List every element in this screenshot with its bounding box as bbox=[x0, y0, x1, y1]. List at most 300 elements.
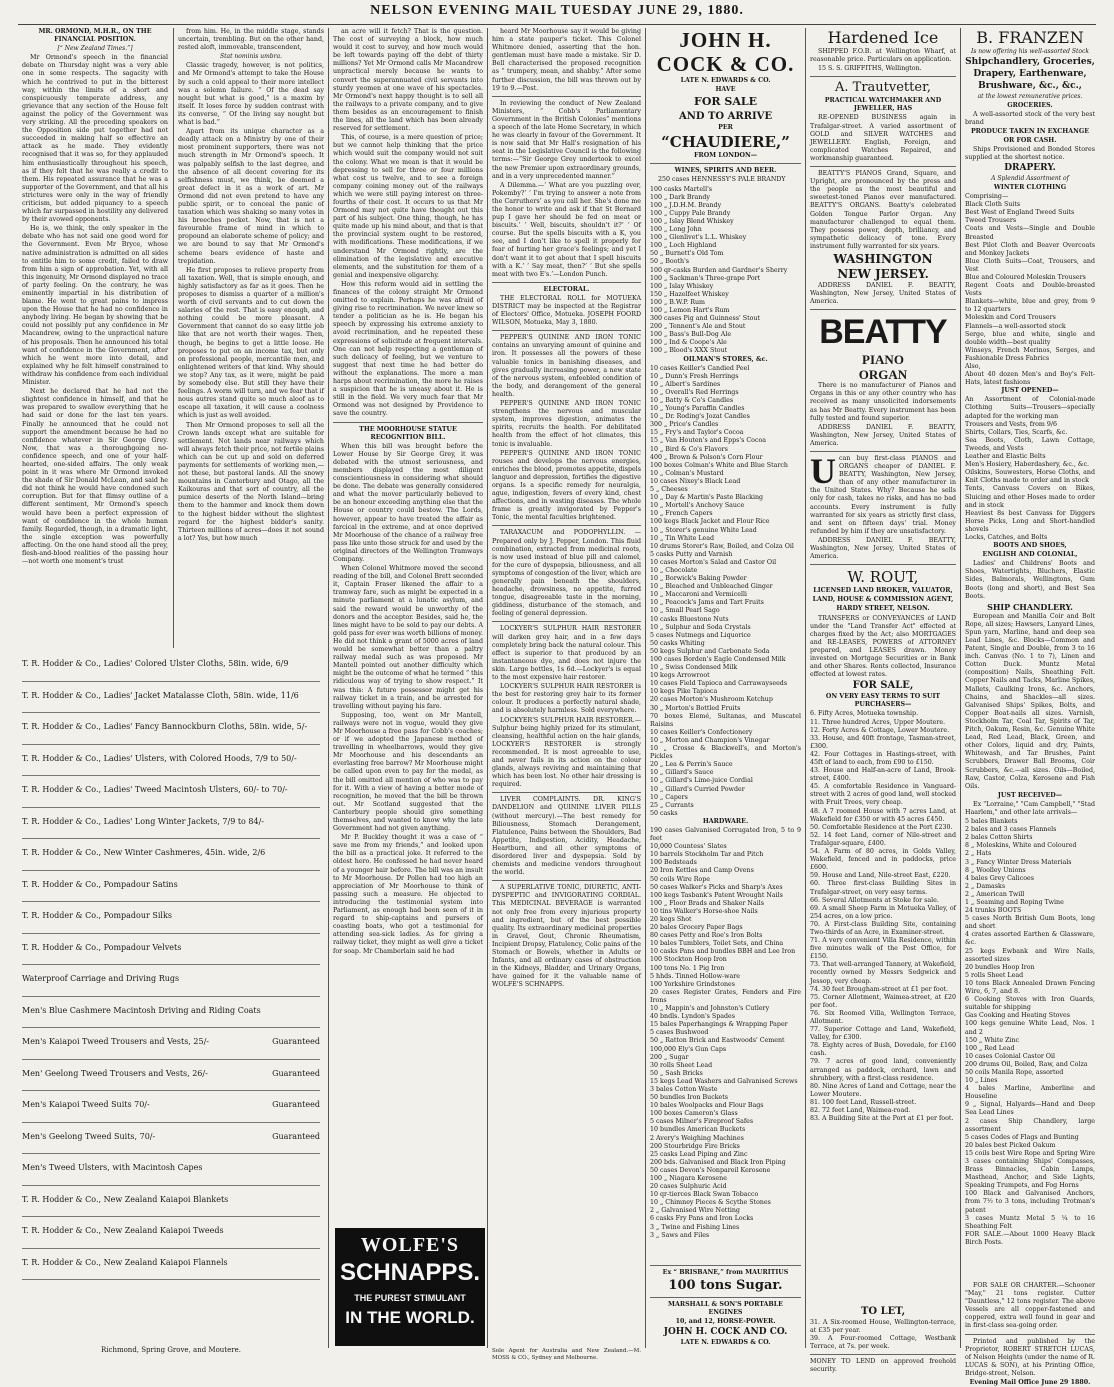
hodder-row bbox=[22, 745, 320, 777]
hodder-footer: Richmond, Spring Grove, and Moutere. bbox=[101, 1346, 241, 1354]
for-sale-heading: FOR SALE, bbox=[852, 680, 914, 692]
office-date: Evening Mail Office June 29 1880. bbox=[969, 1379, 1091, 1387]
sugar-engines-advert bbox=[650, 1262, 801, 1348]
list-item: 3 „ Fancy Winter Dress Materials bbox=[965, 858, 1072, 866]
schnapps-line: THE PUREST STIMULANT bbox=[354, 1293, 466, 1303]
list-item: 4 bales Grey Calicoes bbox=[965, 874, 1034, 882]
hodder-row bbox=[22, 934, 320, 966]
hodder-row bbox=[22, 1123, 320, 1155]
schnapps-ad-text: A SUPERLATIVE TONIC, DIURETIC, ANTI-DYSPEPTIC and INVIGORATING CORDIAL. This MEDICINAL BEVERAGE is warranted not only free from every injurious property and ingredient, but of the best possible quality. Its extraordinary medicinal properties in Gravel, Gout, Chronic Rheumatism, Incipient Dropsy, Flatulency, Colic pains of the Stomach or Bowels, whether in Adults or Infants, and all ordinary cases of obstruction in the Kidneys, Bladder, and Urinary Organs, have gained for it the valuable name of WOLFE'S SCHNAPPS. bbox=[492, 884, 641, 989]
list-item: 100 boxes Cameron's Glass bbox=[650, 1110, 738, 1118]
rout-address: HARDY STREET, NELSON. bbox=[836, 605, 930, 613]
beatty-pianos-text: BEATTY'S PIANOS Grand, Square, and Upright, are pronounced by the press and the people as the most beautiful and sweetest-toned Pianos ever manufactured. BEATTY'S ORGANS. Beatty's celebrated Golden Tongue Parlor Organ. Any manufacturer challenged to equal them. They possess power, depth, brilliancy, and sympathetic delicacy of tone. Every instrument fully warranted for six years. bbox=[810, 170, 956, 250]
hodder-item: T. R. Hodder & Co., Ladies' Tweed Macintosh Ulsters, 60/- to 70/- bbox=[22, 785, 288, 794]
ormond-article bbox=[22, 28, 168, 646]
list-item: 66. Several Allotments at Stoke for sale. bbox=[810, 896, 939, 904]
hodder-item: Men's Kaiapoi Tweed Suits 70/- bbox=[22, 1100, 150, 1109]
list-item: Regent Coats and Double-breasted Vests bbox=[965, 282, 1095, 298]
list-item: 6 casks Fry Pans and Iron Locks bbox=[650, 1215, 754, 1223]
list-item: 100 kegs Black Jacket and Flour Rice bbox=[650, 518, 770, 526]
beatty-big-word: BEATTY bbox=[819, 313, 947, 352]
list-item: 10 „ Dr. Roding's Jozat Candles bbox=[650, 413, 750, 421]
list-item: 10 bales Woolpacks and Flour Bags bbox=[650, 1102, 764, 1110]
list-item: 54. A Farm of 80 acres, in Golds Valley, Wakefield, fenced and in paddocks, price £600. bbox=[810, 848, 956, 872]
list-item: 100 „ Dark Brandy bbox=[650, 193, 710, 201]
list-item: 100 Stockton Hoop Iron bbox=[650, 956, 727, 964]
list-item: Tweed Trousers bbox=[965, 217, 1017, 225]
list-item: 400 „ Brown & Polson's Corn Flour bbox=[650, 453, 763, 461]
franzen-line: Shipchandlery, Groceries, bbox=[965, 57, 1095, 68]
ships-line: Ships Provisioned and Bonded Stores supplied at the shortest notice. bbox=[965, 145, 1095, 161]
beatty-side-words bbox=[859, 352, 907, 382]
article-title: MR. ORMOND, M.H.R., ON THE FINANCIAL POSITION. bbox=[38, 28, 152, 44]
list-item: 2 cases Ship Chandlery, large assortment bbox=[965, 1117, 1095, 1133]
list-item: 5 rolls Sheet Lead bbox=[965, 971, 1024, 979]
article-paragraph: He first proposes to relieve property from all taxation. Well, that is simple enough, and highly satisfactory as far as it goes. Then he proposes to dismiss a quarter of a million's worth of civil servants and to cut down the salaries of the rest. That is easy enough, and nothing could be more pleasant. A Government that cannot do so easy little job like that are not worth their wages. Then, though, he begins to get a little loose. He proposes to put on an income tax, but only on professional people, mercantile men, and enlightened writers of that kind. Why should we stop? Any tax, as it were, might be paid by somebody else. But still they have their feelings. A worm will turn, and we fear that if nous autres stand quite so much aloof as to escape all taxation, it will cause a coolness which is just as well avoided. bbox=[178, 266, 324, 420]
list-item: 25 „ Currants bbox=[650, 801, 694, 809]
list-item: 10 „ Borwick's Baking Powder bbox=[650, 575, 747, 583]
list-item: 100 „ Ind & Coope's Ale bbox=[650, 339, 727, 347]
divider bbox=[333, 422, 483, 423]
list-item: 10 tons Black Annealed Drawn Fencing Wire, 6, 7, and 8. bbox=[965, 979, 1095, 996]
hodder-item: T. R. Hodder & Co., Pompadour Velvets bbox=[22, 942, 182, 952]
list-item: 60. Three first-class Building Sites in Trafalgar-street, on very easy terms. bbox=[810, 880, 956, 896]
list-item: 78. Eighty acres of Bush, Dovedale, for £160 cash. bbox=[810, 1042, 956, 1058]
franzen-line: Drapery, Earthenware, bbox=[973, 69, 1087, 80]
taraxacum-ad: TARAXACUM and PODOPHYLLIN. —Prepared only by J. Pepper, London. This fluid combination, extracted from medicinal roots, is now used instead of blue pill and calomel, for the cure of dyspepsia, biliousness, and all symptoms of congestion of the liver, which are generally pain beneath the shoulders, headache, drowsiness, no appetite, furred tongue, disagreeable taste in the morning, giddiness, disturbance of the stomach, and feeling of general depression. bbox=[492, 529, 641, 618]
list-item: 10 qr-tierces Black Swan Tobacco bbox=[650, 1191, 759, 1199]
electoral-notice: THE ELECTORAL ROLL for MOTUEKA DISTRICT may be inspected at the Registrar of Electors' Office, Motueka. JOSEPH FOORD WILSON, Motueka, May 3, 1880. bbox=[492, 294, 641, 327]
list-item: Coats and Vests—Single and Double Breasted bbox=[965, 225, 1095, 241]
to-let-advert bbox=[810, 1306, 956, 1374]
column-divider bbox=[960, 28, 961, 1348]
list-item: 100 „ Cuppy Pale Brandy bbox=[650, 209, 731, 217]
list-item: 10 „ Peacock's Jams and Tart Fruits bbox=[650, 599, 764, 607]
lockyer-ad: LOCKYER'S SULPHUR HAIR RESTORER is the best for restoring grey hair to its former colour. It produces a perfectly natural shade, and is absolutely harmless. Sold everywhere. bbox=[492, 683, 641, 715]
list-item: 100 „ Islay Blend Whiskey bbox=[650, 217, 734, 225]
list-item: 100 „ J.D.H.M. Brandy bbox=[650, 201, 722, 209]
divider bbox=[492, 330, 641, 331]
list-item: Heaviest 8s best Canvass for Diggers Horse Picks, Long and Short-handled shovels bbox=[965, 509, 1095, 533]
column-divider bbox=[487, 28, 488, 1348]
article-paragraph: from him. He, in the middle stage, stands uncertain, trembling. But on the other hand, rested aloft, immovable, transcendent, bbox=[178, 28, 324, 52]
list-item: 100 „ Niagara Kerosene bbox=[650, 1175, 727, 1182]
list-item: 20 cases Register Grates, Fenders and Fire Irons bbox=[650, 988, 801, 1004]
article-paragraph: Next he declared that he had not the slightest confidence in himself, and that he was prepared to swallow everything that he had said or done for the last ten years. Finally he announced that he could not support the amendment because he had no confidence whatever in Sir George Grey. Now, that was a thoroughgoing no-confidence speech, and one of your half-hearted, one-sided affairs. The only weak point in it was where Mr Ormond invoked the shade of Sir Donald McLean, and said he did not think he would have condoned such corruption. But for that flimsy outline of a different sentiment, Mr Ormond's speech would have been a perfect expression of want of confidence in the whole human family. Regarded, though, in a dramatic light, the single exception was powerfully affecting. On the one hand stood all the prey, flesh-and-blood realities of the passing hour—not worth one moment's trust bbox=[22, 388, 168, 566]
list-item: 40 bndls. Lyndon's Spades bbox=[650, 1013, 735, 1021]
hodder-row bbox=[22, 808, 320, 840]
pepper-ad: PEPPER'S QUININE AND IRON TONIC contains an unvarying amount of quinine and iron. It possesses all the powers of these valuable tonics in banishing diseases, and gives gradually increasing power, a new state of the nervous system, enfeebled condition of the body, and derangement of the general health. bbox=[492, 334, 641, 398]
list-item: 2 bales and 3 cases Flannels bbox=[965, 826, 1057, 834]
trautvetter-subtitle: PRACTICAL WATCHMAKER AND JEWELLER, HAS bbox=[824, 97, 942, 113]
list-item: Flannels—a well-assorted stock bbox=[965, 322, 1066, 330]
article-paragraph: When this bill was brought before the Lower House by Sir George Grey, it was debated with the utmost seriousness, and members displayed the most diligent conscientiousness in considering what should be done. The debate was generally considered and what the mover particularly believed to be an honour exceeding anything else that the House or country could bestow. The Lords, however, appear to have treated the affair as farcical in the extreme, and at once deprived Mr Moorhouse of the chance of a railway free pass like unto those struck for and used by the original directors of the Wellington Tramways Company. bbox=[333, 442, 483, 563]
marshall-line: MARSHALL & SON'S PORTABLE ENGINES bbox=[668, 1301, 783, 1317]
divider bbox=[492, 96, 641, 97]
list-item: 9 „ Signal, Halyards—Hand and Deep Sea Lead Lines bbox=[965, 1101, 1095, 1117]
trautvetter-text: RE-OPENED BUSINESS again in Trafalgar-street. A varied assortment of GOLD and SILVER WATCHES and JEWELLERY. English, Foreign, and complicated Watches Repaired, and workmanship guaranteed. bbox=[810, 114, 956, 162]
wine-list bbox=[650, 186, 801, 356]
beatty-address: ADDRESS DANIEL F. BEATTY, Washington, New Jersey, United States of America. bbox=[810, 281, 956, 306]
hodder-note: Guaranteed bbox=[272, 1100, 320, 1109]
list-item: 50 „ Booth's bbox=[650, 258, 690, 266]
hodder-item: T. R. Hodder & Co., New Zealand Kaiapoi Flannels bbox=[22, 1257, 228, 1267]
list-item: 10 „ Sulphur and Soda Crystals bbox=[650, 623, 751, 631]
list-item: 81. 100 feet Land, Russell-street. bbox=[810, 1098, 917, 1106]
list-item: 100 „ B.W.P. Rum bbox=[650, 298, 706, 306]
franzen-title: B. FRANZEN bbox=[976, 28, 1084, 47]
hodder-row bbox=[22, 650, 320, 682]
list-item: 100 cases Borden's Eagle Condensed Milk bbox=[650, 656, 786, 663]
hodder-item: T. R. Hodder & Co., Pompadour Silks bbox=[22, 911, 172, 920]
list-item: 10 cases Morton's Salad and Castor Oil bbox=[650, 558, 777, 566]
electoral-title: ELECTORAL. bbox=[543, 285, 590, 293]
hodder-row bbox=[22, 1154, 320, 1186]
list-item: 10 „ Gillard's Lime-juice Cordial bbox=[650, 777, 753, 785]
list-item: 80 cases Petty and Roe's Iron Bolts bbox=[650, 932, 763, 940]
list-item: 3 bales Cotton Waste bbox=[650, 1085, 718, 1093]
medicine-ads-column bbox=[492, 28, 641, 1346]
just-received-heading: JUST RECEIVED— bbox=[997, 791, 1063, 799]
list-item: 50 „ Burnett's Old Tom bbox=[650, 250, 724, 258]
john-cock-advert bbox=[650, 28, 801, 1346]
beatty-text: can buy first-class PIANOS and ORGANS cheaper of DANIEL F. BEATTY, Washington, New Jersey, than of any other manufacturer in the United States. Why? Because he sells only for cash, takes no risks, and has no bad accounts. Every instrument is fully warranted for six years as strictly first class, and sent on fifteen days' trial. Money refunded by him if they are unsatisfactory. bbox=[810, 455, 956, 535]
list-item: Trousers and Vests, from 9/6 bbox=[965, 420, 1058, 428]
list-item: 10 bundles American Buckets bbox=[650, 1126, 746, 1134]
divider bbox=[492, 621, 641, 622]
list-item: 150 „ White Zinc bbox=[965, 1036, 1020, 1044]
hodder-row bbox=[22, 776, 320, 808]
list-item: 2 Avery's Weighing Machines bbox=[650, 1134, 744, 1142]
beatty-address: ADDRESS DANIEL F. BEATTY, Washington, New Jersey, United States of America. bbox=[810, 423, 956, 447]
list-item: 10 „ Colman's Mustard bbox=[650, 469, 724, 477]
schnapps-line: IN THE WORLD. bbox=[345, 1308, 475, 1327]
clothing-list bbox=[965, 193, 1095, 387]
beatty-address: ADDRESS DANIEL F. BEATTY, Washington, New Jersey, United States of America. bbox=[810, 536, 956, 561]
list-item: 10 kegs Arrowroot bbox=[650, 672, 710, 680]
just-opened-heading: JUST OPENED— bbox=[1001, 387, 1059, 395]
list-item: 10,000 Countess' Slates bbox=[650, 843, 727, 851]
list-item: 50 cases Devon's Nonpareil Kerosene bbox=[650, 1166, 771, 1174]
lockyer-ad: LOCKYER'S SULPHUR HAIR RESTORER will darken grey hair, and in a few days completely bring back the natural colour. This effect is superior to that produced by an instantaneous dye, and does not injure the skin. Large bottles, 1s 6d.—Lockyer's is equal to the most expensive hair restorer. bbox=[492, 625, 641, 682]
article-paragraph: Then Mr Ormond proposes to sell all the Crown lands except what are suitable for settlement. Not lands near railways which will always fetch their price, not fertile plains which can be cut up and sold on deferred payments for settlements of working men,—not these, but pastoral lands. All the snowy mountains in Canterbury and Otago, all the Kaikouras and that sort of country, all the pumice deserts of the North Island—bring them to the hammer and knock them down to the highest bidder without the slightest regard for the highest bidder's sanity. Thirteen millions of acres—does it not sound a lot? Yes, but how much bbox=[178, 421, 324, 542]
latin-quote: Stat nominis umbra. bbox=[219, 53, 283, 61]
beatty-new-jersey: NEW JERSEY. bbox=[837, 266, 929, 281]
ship-name: “CHAUDIERE,” bbox=[661, 133, 790, 152]
beatty-organ-word: ORGAN bbox=[858, 367, 908, 383]
divider bbox=[810, 564, 956, 565]
for-sale-subheading: ON VERY EASY TERMS TO SUIT PURCHASERS— bbox=[825, 693, 941, 709]
list-item: 80. Nine Acres of Land and Cottage, near the Lower Moutere. bbox=[810, 1082, 956, 1098]
property-list bbox=[810, 710, 956, 1123]
column-divider bbox=[173, 28, 174, 648]
list-item: 15 bales Paperhangings & Wrapping Paper bbox=[650, 1021, 788, 1029]
list-item: 8 „ Moleskins, White and Coloured bbox=[965, 842, 1077, 850]
article-paragraph: Classic tragedy, however, is not politics, and Mr Ormond's attempt to take the House by such a cold appeal to their more intellect was a solemn failure. “ Of the dead say nought but what is good,” is a maxim by itself. It loses force by sudden contrast with its converse, “ Of the living say nought but what is bad.” bbox=[178, 62, 324, 127]
hodder-item: T. R. Hodder & Co., Pompadour Satins bbox=[22, 879, 178, 889]
list-item: 45. A comfortable Residence in Vanguard-street with 2 acres of good land, well stocked with Fruit Trees, very cheap. bbox=[810, 783, 956, 807]
list-item: 77. Superior Cottage and Land, Wakefield, Valley, for £300. bbox=[810, 1026, 956, 1042]
just-received-text: Ex "Lorraine," "Cam Campbell," "Stad Haarlem," and other late arrivals— bbox=[965, 800, 1095, 816]
hodder-advertisement bbox=[22, 650, 320, 1280]
list-item: 79. 7 acres of good land, conveniently arranged as paddock, orchard, lawn and shrubbery, with a first-class residence. bbox=[810, 1058, 956, 1082]
hodder-row bbox=[22, 1091, 320, 1123]
beatty-dropcap-paragraph bbox=[810, 451, 956, 536]
to-arrive-heading: AND TO ARRIVE bbox=[678, 111, 773, 123]
list-item: 100 „ Long John bbox=[650, 226, 702, 234]
winter-clothing-heading: WINTER CLOTHING bbox=[993, 183, 1067, 191]
hodder-row bbox=[22, 713, 320, 745]
produce-line: PRODUCE TAKEN IN EXCHANGE OR FOR CASH. bbox=[970, 128, 1090, 144]
list-item: Best West of England Tweed Suits bbox=[965, 209, 1075, 217]
hodder-item: T. R. Hodder & Co., Ladies' Jacket Matalasse Cloth, 58in. wide, 11/6 bbox=[22, 690, 299, 700]
list-item: 31. A Six-roomed House, Wellington-terrace, at £35 per year. bbox=[810, 1319, 956, 1335]
divider bbox=[650, 1297, 801, 1298]
list-item: 100 „ Loch Highland bbox=[650, 242, 717, 250]
list-item: 5 bales Blankets bbox=[965, 818, 1018, 826]
list-item: 33. House, and 40ft frontage, Tasman-street, £300. bbox=[810, 734, 956, 750]
list-item: FOR SALE.—About 1000 Heavy Black Birch Posts. bbox=[965, 1230, 1095, 1246]
list-item: 50 coils Manila Rope, assorted bbox=[965, 1068, 1064, 1076]
list-item: Leather and Elastic Belts bbox=[965, 453, 1046, 461]
brisbane-line: Ex “ BRISBANE,” from MAURITIUS bbox=[662, 1269, 789, 1276]
list-item: 10 „ Chimney Pieces & Scythe Stones bbox=[650, 1199, 771, 1207]
list-item: 100 tons No. 1 Pig Iron bbox=[650, 964, 725, 972]
john-cock-have: HAVE bbox=[715, 86, 736, 94]
list-item: 10 „ Bird & Co's Flavors bbox=[650, 445, 728, 453]
charter-notice: FOR SALE OR CHARTER.—Schooner "May," 21 tons register. Cutter "Dauntless," 12 tons register. The above Vessels are all copper-fastened and coppered, extra well found in gear and in first-class sea-going order. bbox=[965, 1282, 1095, 1330]
moorhouse-title: THE MOORHOUSE STATUE RECOGNITION BILL. bbox=[359, 425, 457, 441]
list-item: 3 „ Twine and Fishing Lines bbox=[650, 1223, 740, 1231]
list-item: 70. A First-class Building Site, containing Two-thirds of an Acre, in Examiner-street. bbox=[810, 920, 956, 936]
list-item: 10 „ French Capers bbox=[650, 510, 713, 518]
hardened-ice-text: SHIPPED F.O.B. at Wellington Wharf, at reasonable price. Particulars on application. bbox=[810, 48, 956, 64]
list-item: 50 „ Ratton Brick and Eastwoods' Cement bbox=[650, 1037, 785, 1045]
list-item: 100 „ Blood's XXX Stout bbox=[650, 347, 728, 355]
drapery-subheading: A Splendid Assortment of bbox=[991, 174, 1069, 182]
hodder-item: Men's Blue Cashmere Macintosh Driving and Riding Coats bbox=[22, 1005, 261, 1015]
list-item: 25 kegs Ewbank and Wire Nails, assorted sizes bbox=[965, 947, 1095, 963]
list-item: 50 casks bbox=[650, 809, 678, 817]
list-item: 3 cases Muntz Metal 5 ¼ to 16 Sheathing Felt bbox=[965, 1214, 1095, 1230]
list-item: 100 „ Islay Whiskey bbox=[650, 282, 714, 290]
list-item: 300 cases Pig and Guinness' Stout bbox=[650, 315, 760, 323]
list-item: 4 crates assorted Earthen & Glassware, &c. bbox=[965, 931, 1095, 947]
list-item: Men's Hosiery, Haberdashery, &c., &c. bbox=[965, 461, 1089, 469]
list-item: 20 bales Grocery Paper Bags bbox=[650, 924, 743, 932]
hodder-note: Guaranteed bbox=[272, 1068, 320, 1078]
hodder-row bbox=[22, 997, 320, 1029]
list-item: 1 „ Seaming and Roping Twine bbox=[965, 899, 1064, 906]
list-item: 20 bales best Picked Oakum bbox=[965, 1141, 1056, 1149]
list-item: 20 bundles Hoop Iron bbox=[965, 963, 1035, 971]
schnapps-agent: Sole Agent for Australia and New Zealand.—M. MOSS & CO., Sydney and Melbourne. bbox=[492, 1348, 641, 1361]
list-item: 10 cases Keiller's Candied Peel bbox=[650, 364, 750, 372]
list-item: 100 kegs Tasbank's Patent Wrought Nails bbox=[650, 891, 783, 899]
list-item: 10 cases Colonial Castor Oil bbox=[965, 1052, 1056, 1060]
john-cock-title: JOHN H. COCK & CO. bbox=[656, 28, 795, 76]
list-item: 10 cases Nixey's Black Lead bbox=[650, 477, 741, 485]
list-item: 10 casks Pans and bundles BBH and Lee Iron bbox=[650, 948, 796, 956]
list-item: 42. Four Cottages in Hastings-street, with 45ft of land to each, from £90 to £150. bbox=[810, 750, 956, 766]
wines-heading: WINES, SPIRITS AND BEER. bbox=[674, 167, 777, 175]
schnapps-advert-block bbox=[335, 1228, 485, 1346]
from-london: FROM LONDON— bbox=[693, 152, 758, 160]
list-item: 11. Three hundred Acres, Upper Moutere. bbox=[810, 718, 946, 726]
list-item: Also, bbox=[965, 363, 981, 370]
printed-notice: Printed and published by the Proprietor, ROBERT STRETCH LUCAS, of Nelson Heights (under the name of R. LUCAS & SON), at his Printing Office, Bridge-street, Nelson. bbox=[965, 1337, 1095, 1377]
list-item: 5 hhds. Tinned Hollow-ware bbox=[650, 972, 740, 980]
pepper-ad: PEPPER'S QUININE AND IRON TONIC strengthens the nervous and muscular system, improves digestion, animates the spirits, recruits the health. For debilitated health from the effect of hot climates, this tonic is invaluable. bbox=[492, 400, 641, 448]
list-item: 30 „ Morton's Bottled Fruits bbox=[650, 704, 741, 712]
hodder-row bbox=[22, 1028, 320, 1060]
hodder-item: T. R. Hodder & Co., New Zealand Kaiapoi Tweeds bbox=[22, 1226, 224, 1235]
list-item: 200 drums Oil, Boiled, Raw, and Colza bbox=[965, 1060, 1088, 1068]
list-item: About 40 dozen Men's and Boy's Felt-Hats, latest fashions bbox=[965, 371, 1095, 387]
franzen-footer bbox=[965, 1282, 1095, 1387]
list-item: Tents, Canvass Covers on Bikes, Sluicing and other Hoses made to order and in stock bbox=[965, 485, 1095, 509]
hodder-row bbox=[22, 1217, 320, 1249]
hodder-item: T. R. Hodder & Co., Ladies' Ulsters, with Colored Hoods, 7/9 to 50/- bbox=[22, 753, 297, 763]
list-item: 10 bales Tumblers, Toilet Sets, and China bbox=[650, 940, 784, 948]
hardware-heading: HARDWARE. bbox=[702, 817, 749, 825]
list-item: 10 „ Chocolate bbox=[650, 566, 698, 574]
hardened-ice-signature: 15 S. S. GRIFFITHS, Wellington. bbox=[818, 65, 922, 73]
list-item: 10 „ Swiss Condensed Milk bbox=[650, 664, 738, 672]
hodder-item: Men' Geelong Tweed Trousers and Vests, 26/- bbox=[22, 1068, 208, 1078]
list-item: Locks, Catches, and Bolts bbox=[965, 533, 1048, 541]
franzen-intro: Is now offering his well-assorted Stock bbox=[970, 48, 1090, 55]
list-item: 15 coils best Wire Rope and Spring Wire bbox=[965, 1149, 1095, 1157]
list-item: An Assortment of Colonial-made Clothing Suits—Trousers—specially adapted for the working man bbox=[965, 396, 1095, 420]
list-item: Oilskins, Souwesters, Horse Cloths, and Knit Cloths made to order and in stock bbox=[965, 469, 1095, 485]
list-item: 10 drums Storer's Raw, Boiled, and Colza Oil bbox=[650, 542, 794, 550]
article-paragraph: an acre will it fetch? That is the question. The cost of surveying a block, how much would it cost to survey, and how much would be left towards paying off the debt of thirty millions? Yet Mr Ormond calls Mr Macandrew unpractical merely because he wants to convert the superannuated civil servants into sturdy yeomen at one wave of his spectacles. Mr Ormond's next happy thought is to sell all the railways to a private company, and to give them besides as an encouragement to finish the lines, all the land which has been already reserved for settlement. bbox=[333, 28, 483, 133]
beatty-logo bbox=[810, 313, 956, 382]
schnapps-line: WOLFE'S bbox=[360, 1234, 460, 1256]
oilmans-list bbox=[650, 365, 801, 818]
hodder-row bbox=[22, 1249, 320, 1281]
list-item: 10 „ Overall's Red Herrings bbox=[650, 388, 739, 396]
list-item: 10 cases Field Tapioca and Carrawayseeds bbox=[650, 680, 788, 688]
list-item: 15 kegs Lead Washers and Galvanised Screws bbox=[650, 1077, 798, 1085]
hodder-row bbox=[22, 965, 320, 997]
list-item: Black Cloth Suits bbox=[965, 201, 1021, 209]
list-item: 200 „ Tennent's Ale and Stout bbox=[650, 323, 746, 331]
masthead-rule bbox=[18, 24, 1096, 25]
list-item: Gas Cooking and Heating Stoves bbox=[965, 1012, 1070, 1020]
list-item: 10 „ Dunn's Fresh Herrings bbox=[650, 372, 739, 380]
divider bbox=[492, 525, 641, 526]
list-item: 5 cases North British Gum Boots, long and short bbox=[965, 915, 1095, 931]
list-item: 74. 30 feet Brougham-street at £1 per foot. bbox=[810, 985, 949, 993]
dropcap-letter: U bbox=[810, 451, 836, 491]
rout-text: TRANSFERS or CONVEYANCES of LAND under the "Land Transfer Act" effected at charges fixed by the Act; also MORTGAGES and RE-LEASES, POWERS of ATTORNEY prepared, and LEASES drawn. Money invested on Mortgage Securities or in Bank and other Shares. Rents collected, Insurance effected at lowest rates. bbox=[810, 614, 956, 679]
hodder-item: Men's Tweed Ulsters, with Macintosh Capes bbox=[22, 1163, 203, 1172]
list-item: 2 „ Damasks bbox=[965, 882, 1006, 890]
list-item: 100 „ Lemon Hart's Rum bbox=[650, 306, 730, 314]
list-item: 76. Six Roomed Villa, Wellington Terrace, Allotment. bbox=[810, 1009, 956, 1025]
list-item: 10 „ Tin White Lead bbox=[650, 534, 715, 542]
list-item: 100 „ Glenlivet's L.L. Whiskey bbox=[650, 234, 747, 242]
list-item: 30 rolls Sheet Lead bbox=[650, 1061, 713, 1069]
list-item: 5 cases Milner's Fireproof Safes bbox=[650, 1118, 754, 1126]
article-paragraph: How this reform would aid in settling the finances of the colony straight Mr Ormond omitted to explain. Perhaps he was afraid of giving rise to recrimination. We never knew so tender a politician as he is. He began his speech by expressing his extreme anxiety to avoid recrimination, and he repeated these expressions of solicitude at frequent intervals. One can not help respecting a gentleman of such delicacy of feeling, but we venture to suggest that next time he had better do without the explanations. The more a man harps about recrimination, the more he raises a suspicion that he is uneasy about it. He is still in the field. We very much fear that Mr Ormond was not designed by Providence to save the country. bbox=[333, 280, 483, 418]
liver-pills-ad: LIVER COMPLAINTS. DR. KING'S DANDELION and QUININE LIVER PILLS (without mercury).—The best remedy for Biliousness, Stomach Derangement, Flatulence, Pains between the Shoulders, Bad Appetite, Indigestion, Acidity, Headache, Heartburn, and all other symptoms of disordered liver and dyspepsia. Sold by chemists and medicine vendors throughout the world. bbox=[492, 796, 641, 877]
schnapps-footer bbox=[492, 1348, 641, 1366]
hodder-row bbox=[22, 682, 320, 714]
divider bbox=[492, 282, 641, 283]
article-paragraph: A Dilemma.—‘ What are you puzzling over, Pokemby?’ ‘ I'm trying to answer a note from the Carruthers’ as you call her. She's done me the honor to write and ask if that St Bernard pup I gave her should be fed on meat or biscuits.’ ‘ Well, biscuits, shouldn't it?’ ‘ Of course. But the spells biscuits with a K, you see, and I don't like to spell it properly for fear of hurting her grace's feelings; and yet I don't want it to get about that I spell biscuits with a K.’ ‘ Say meat, then?’ ‘ But she spells meat with two E's.’—London Punch. bbox=[492, 181, 641, 278]
hodder-row bbox=[22, 902, 320, 934]
list-item: 15 „ Van Houten's and Epps's Cocoa bbox=[650, 437, 767, 445]
list-item: Blue Cloth Suits—Coat, Trousers, and Vest bbox=[965, 257, 1095, 273]
groceries-heading: GROCERIES. bbox=[1007, 102, 1053, 110]
column-divider bbox=[805, 28, 806, 1348]
list-item: 8 „ Woolley Unions bbox=[965, 866, 1026, 874]
hodder-note: Guaranteed bbox=[272, 1131, 320, 1141]
list-item: 24 trunks BOOTS bbox=[965, 907, 1022, 915]
list-item: 71. A very convenient Villa Residence, within five minutes walk of the Post Office, for £150. bbox=[810, 937, 956, 961]
list-item: 10 „ Albert's Sardines bbox=[650, 380, 721, 388]
article-paragraph: Supposing, too, went on Mr Mantell, railways were not in vogue, would they give Mr Moorhouse a free pass for Cobb's coaches; or if we adopted the Japanese method of travelling in wheelbarrows, would they give Mr Moorhouse and his descendants an everlasting free barrow? Mr Moorhouse might be called upon even to pay for the medal, as the bill omitted all mention of who was to pay for it. With a view of having a better mode of recognition, he moved that the bill be thrown out. Mr Scotland suggested that the Canterbury people should give something themselves, and wanted to know why the late Government had not given anything. bbox=[333, 711, 483, 833]
list-item: 10 „ Crosse & Blackwell's, and Morton's Pickles bbox=[650, 745, 801, 761]
list-item: 2 bales Cotton Shirts bbox=[965, 834, 1033, 842]
trautvetter-title: A. Trautvetter, bbox=[835, 80, 931, 96]
list-item: 10 barrels Stockholm Tar and Pitch bbox=[650, 851, 764, 859]
list-item: 50 „ Sash Bricks bbox=[650, 1069, 703, 1077]
list-item: 10 casks Bluestone Nuts bbox=[650, 615, 729, 623]
list-item: 5 cases Codes of Flags and Bunting bbox=[965, 1133, 1079, 1141]
list-item: 50 bundles Iron Buckets bbox=[650, 1094, 729, 1102]
boots-heading: BOOTS AND SHOES, bbox=[993, 542, 1067, 550]
for-sale-heading: FOR SALE bbox=[694, 95, 757, 109]
hodder-item: T. R. Hodder & Co., New Winter Cashmeres, 45in. wide, 2/6 bbox=[22, 848, 266, 857]
list-item: 10 „ Lines bbox=[965, 1077, 998, 1085]
list-item: 75. Corner Allotment, Waimea-street, at £20 per foot. bbox=[810, 993, 956, 1009]
article-paragraph: In reviewing the conduct of New Zealand Ministers, “ Cobb's Parliamentary Government in the British Colonies” mentions a speech of the late Home Secretary, in which he was clearly in favour of the Government. It is now said that Mr Hall's resignation of his seat in the Legislative Council is the following terms:—“Sir George Grey undertook to excel the new Premier upon extraordinary grounds, and in a very unprecedented manner.” bbox=[492, 99, 641, 180]
ship-chandlery-heading: SHIP CHANDLERY. bbox=[987, 601, 1073, 612]
hodder-item: Waterproof Carriage and Driving Rugs bbox=[22, 974, 180, 983]
hardware-list bbox=[650, 827, 801, 1240]
ship-chandlery-text: European and Manilla Coir and Bolt Rope, all sizes; Hawsers, Lanyard Lines, Spun yarn, Marline, hand and deep sea Lead Lines, &c. Blocks—Common and Patent, Single and Double, from 3 to 16 inch. Canvas (No. 1 to 7), Linen and Cotton Duck. Muntz Metal (composition) Nails, Sheathing Felt. Copper Nails and Tacks, Marline Spikes, Mallets, Caulking Irons, &c. Anchors, Chains, and Shackles—all sizes. Galvanised Ships' Spikes, Bolts, and Copper Boat-nails all sizes. Varnish, Stockholm Tar, Coal Tar, Spirits of Tar, Pitch, Oakum, Resin, &c. Genuine White Lead, Red Lead, Black, Green, and other Colors, liquid and dry, Paints, Whitewash, and Tar Brushes, Paint Scrubbers, Drawer Ball Brooms, Coir Scrubbers, &c.—all sizes. Oils—Boiled, Raw, Castor, Colza, Kerosene and Fish Oils. bbox=[965, 612, 1095, 790]
list-item: 2 „ Galvanised Wire Netting bbox=[650, 1207, 740, 1215]
list-item: Comprising— bbox=[965, 193, 1009, 201]
article-paragraph: Mr Ormond's speech in the financial debate on Thursday night was a very able one in some respects. The sagacity with which he contrived to put in the bitterest way, within the limits of a short and conspicuously temperate address, any grievance that any section of the House felt against the policy of the Government was very striking. All the preceding speakers on the Opposition side put together had not succeeded in making half so effective an attack as he made. They evidently recognised that it was so, for they applauded him enthusiastically throughout his speech, as if they felt that he was really a credit to them. His repeated assurance that he was a supporter of the Government, and that all his strictures were only in the way of friendly criticism, but added piquancy to a speech which far surpassed in hostility any delivered by their avowed opponents. bbox=[22, 54, 168, 224]
pepper-ad: PEPPER'S QUININE AND IRON TONIC rouses and develops the nervous energies, enriches the blood, promotes appetite, dispels languor and depression, fortifies the digestive organs. Is a specific remedy for neuralgia, ague, indigestion, fevers of every kind, chest affections, and in wasting diseases. The whole frame is greatly invigorated by Pepper's Tonic, the mental faculties brightened. bbox=[492, 449, 641, 522]
john-cock-signature: JOHN H. COCK AND CO. bbox=[663, 1327, 788, 1338]
list-item: 83. A Building Site at the Port at £1 per foot. bbox=[810, 1115, 954, 1123]
list-item: 70 boxes Elemé, Sultanas, and Muscatel Raisins bbox=[650, 712, 801, 728]
list-item: 100 Bedsteads bbox=[650, 859, 697, 867]
list-item: 48. A 7 roomed House with 7 acres Land, at Wakefield for £350 or with 45 acres £450. bbox=[810, 807, 956, 823]
list-item: 82. 72 feet Land, Waimea-road. bbox=[810, 1107, 911, 1115]
list-item: 10 kegs Pike Tapioca bbox=[650, 688, 718, 696]
list-item: 69. A small Sheep Farm in Motueka Valley, of 254 acres, on a low price. bbox=[810, 904, 956, 920]
list-item: 190 cases Galvanised Corrugated Iron, 5 to 9 feet bbox=[650, 826, 801, 843]
list-item: 25 casks Lead Piping and Zinc bbox=[650, 1150, 748, 1158]
hodder-row bbox=[22, 839, 320, 871]
article-source: [“ New Zealand Times.”] bbox=[57, 45, 133, 53]
hardened-ice-title: Hardened Ice bbox=[827, 28, 939, 47]
list-item: 10 „ Capers bbox=[650, 793, 688, 801]
list-item: 100 „ Sackman's Three-grape Port bbox=[650, 274, 761, 282]
list-item: 50 cases Walker's Picks and Sharp's Axes bbox=[650, 883, 783, 891]
beatty-piano-word: PIANO bbox=[862, 352, 904, 368]
hodder-item: T. R. Hodder & Co., Ladies' Long Winter Jackets, 7/9 to 84/- bbox=[22, 816, 264, 826]
list-item: 100 „ Floor Brads and Shaker Nails bbox=[650, 899, 764, 907]
to-let-heading: TO LET, bbox=[860, 1306, 906, 1317]
